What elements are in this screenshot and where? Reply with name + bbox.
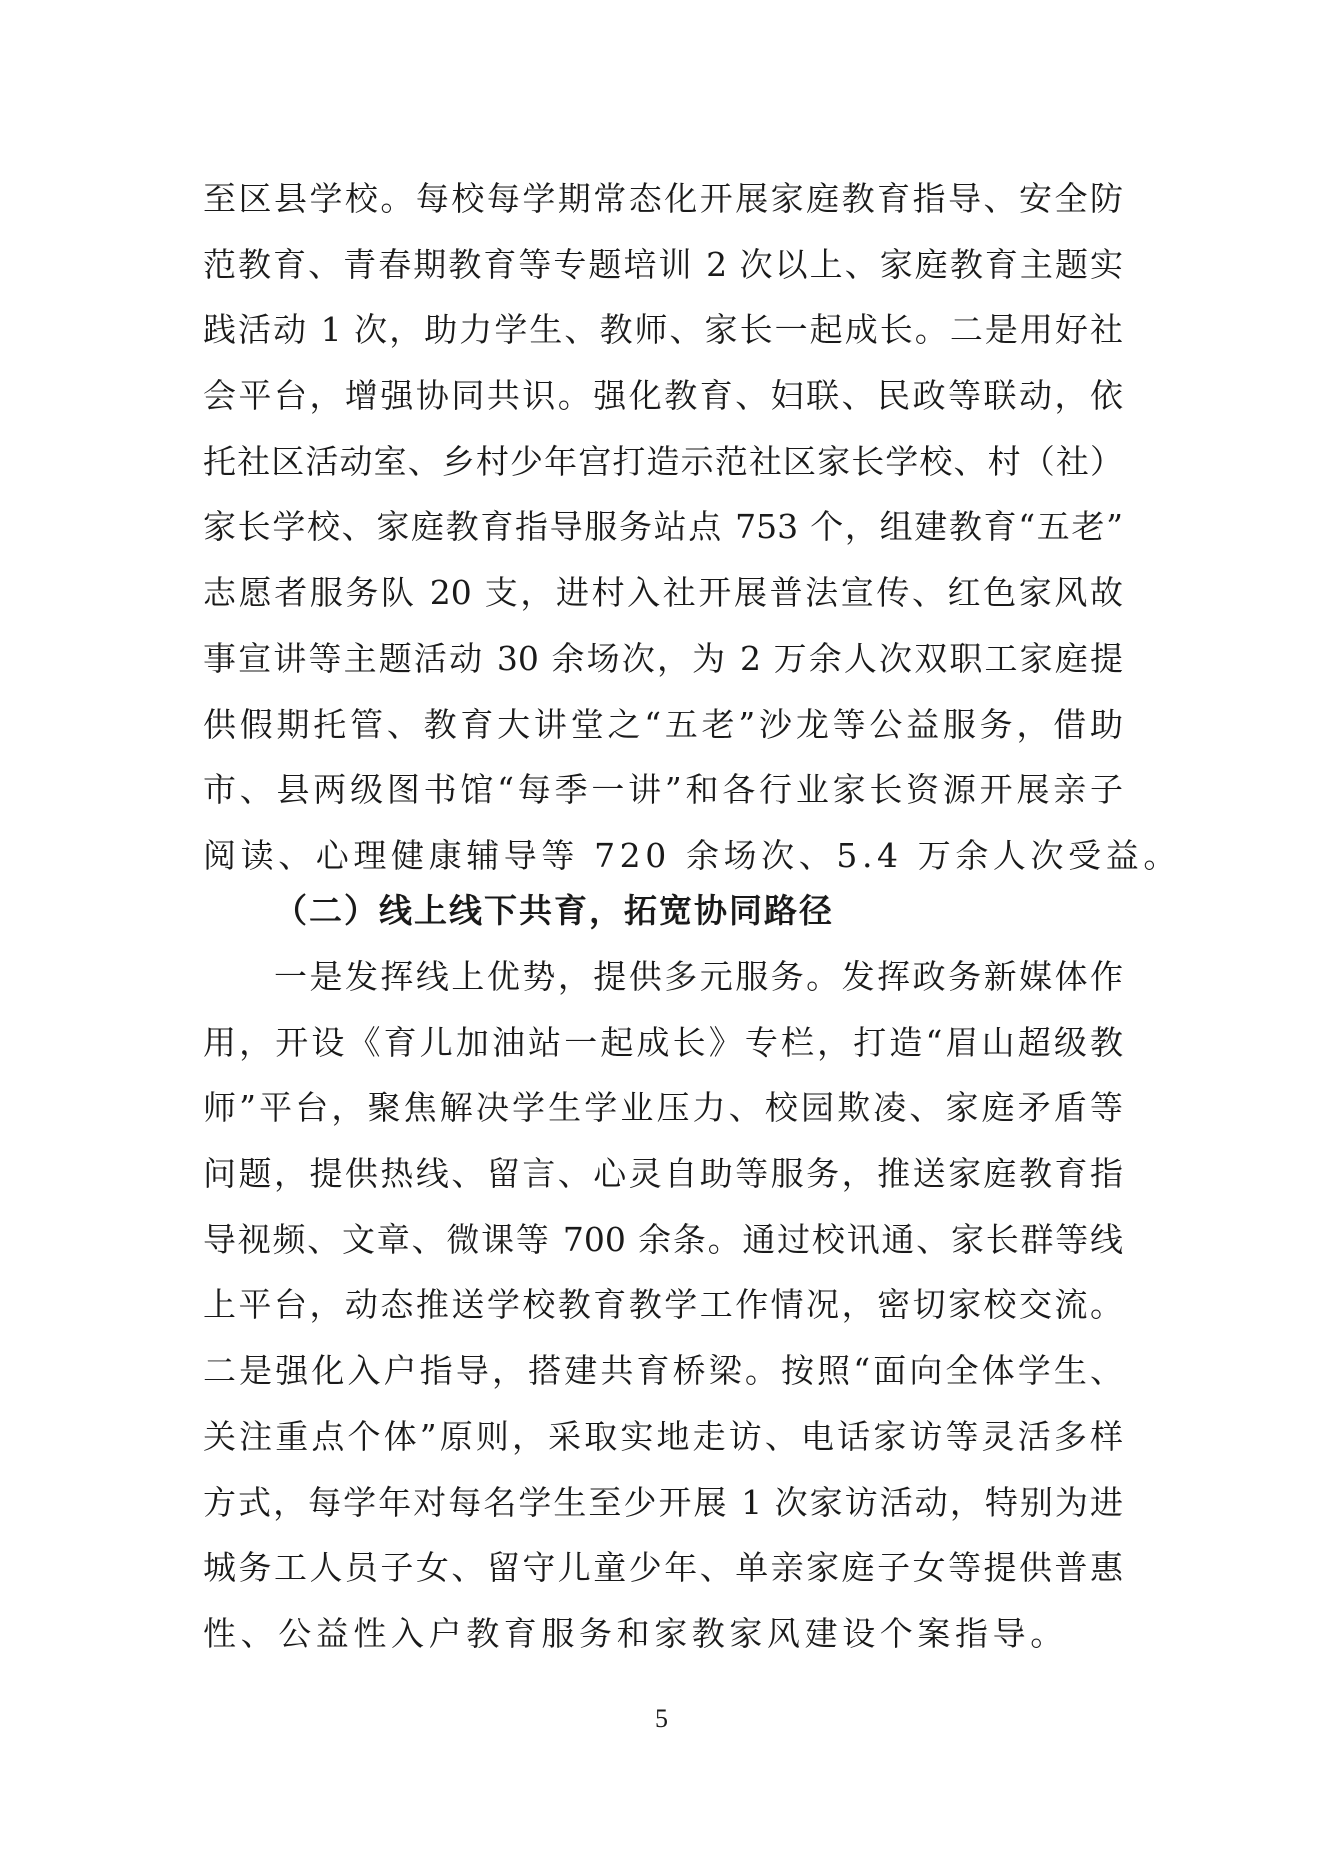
body-line: 会平台，增强协同共识。强化教育、妇联、民政等联动，依 <box>203 376 1123 416</box>
body-line: 阅读、心理健康辅导等 720 余场次、5.4 万余人次受益。 <box>203 835 1181 875</box>
body-line: 一是发挥线上优势，提供多元服务。发挥政务新媒体作 <box>274 957 1123 996</box>
body-line: 至区县学校。每校每学期常态化开展家庭教育指导、安全防 <box>203 179 1123 218</box>
body-line: 城务工人员子女、留守儿童少年、单亲家庭子女等提供普惠 <box>203 1548 1123 1588</box>
body-line: 方式，每学年对每名学生至少开展 1 次家访活动，特别为进 <box>203 1482 1123 1522</box>
body-line: 上平台，动态推送学校教育教学工作情况，密切家校交流。 <box>203 1285 1123 1325</box>
body-line: 家长学校、家庭教育指导服务站点 753 个，组建教育“五老” <box>203 507 1123 547</box>
body-line: 导视频、文章、微课等 700 余条。通过校讯通、家长群等线 <box>203 1219 1123 1259</box>
body-line: 市、县两级图书馆“每季一讲”和各行业家长资源开展亲子 <box>203 770 1123 810</box>
body-line: 践活动 1 次，助力学生、教师、家长一起成长。二是用好社 <box>203 310 1123 350</box>
body-line: 供假期托管、教育大讲堂之“五老”沙龙等公益服务，借助 <box>203 704 1123 744</box>
body-line: 问题，提供热线、留言、心灵自助等服务，推送家庭教育指 <box>203 1154 1123 1194</box>
body-line: 关注重点个体”原则，采取实地走访、电话家访等灵活多样 <box>203 1416 1123 1456</box>
body-line: 用，开设《育儿加油站一起成长》专栏，打造“眉山超级教 <box>203 1022 1123 1062</box>
body-line: 师”平台，聚焦解决学生学业压力、校园欺凌、家庭矛盾等 <box>203 1088 1123 1128</box>
body-line: 范教育、青春期教育等专题培训 2 次以上、家庭教育主题实 <box>203 244 1123 284</box>
section-1-body <box>203 166 1181 889</box>
body-line: 性、公益性入户教育服务和家教家风建设个案指导。 <box>203 1613 1068 1653</box>
body-line: 事宣讲等主题活动 30 余场次，为 2 万余人次双职工家庭提 <box>203 638 1123 678</box>
body-line: 志愿者服务队 20 支，进村入社开展普法宣传、红色家风故 <box>203 573 1123 613</box>
body-line: 托社区活动室、乡村少年宫打造示范社区家长学校、村（社） <box>203 441 1123 481</box>
page-number: 5 <box>655 1704 668 1733</box>
body-line: 二是强化入户指导，搭建共育桥梁。按照“面向全体学生、 <box>203 1351 1123 1391</box>
section-heading: （二）线上线下共育，拓宽协同路径 <box>274 891 834 930</box>
section-2-body <box>203 944 1123 1667</box>
